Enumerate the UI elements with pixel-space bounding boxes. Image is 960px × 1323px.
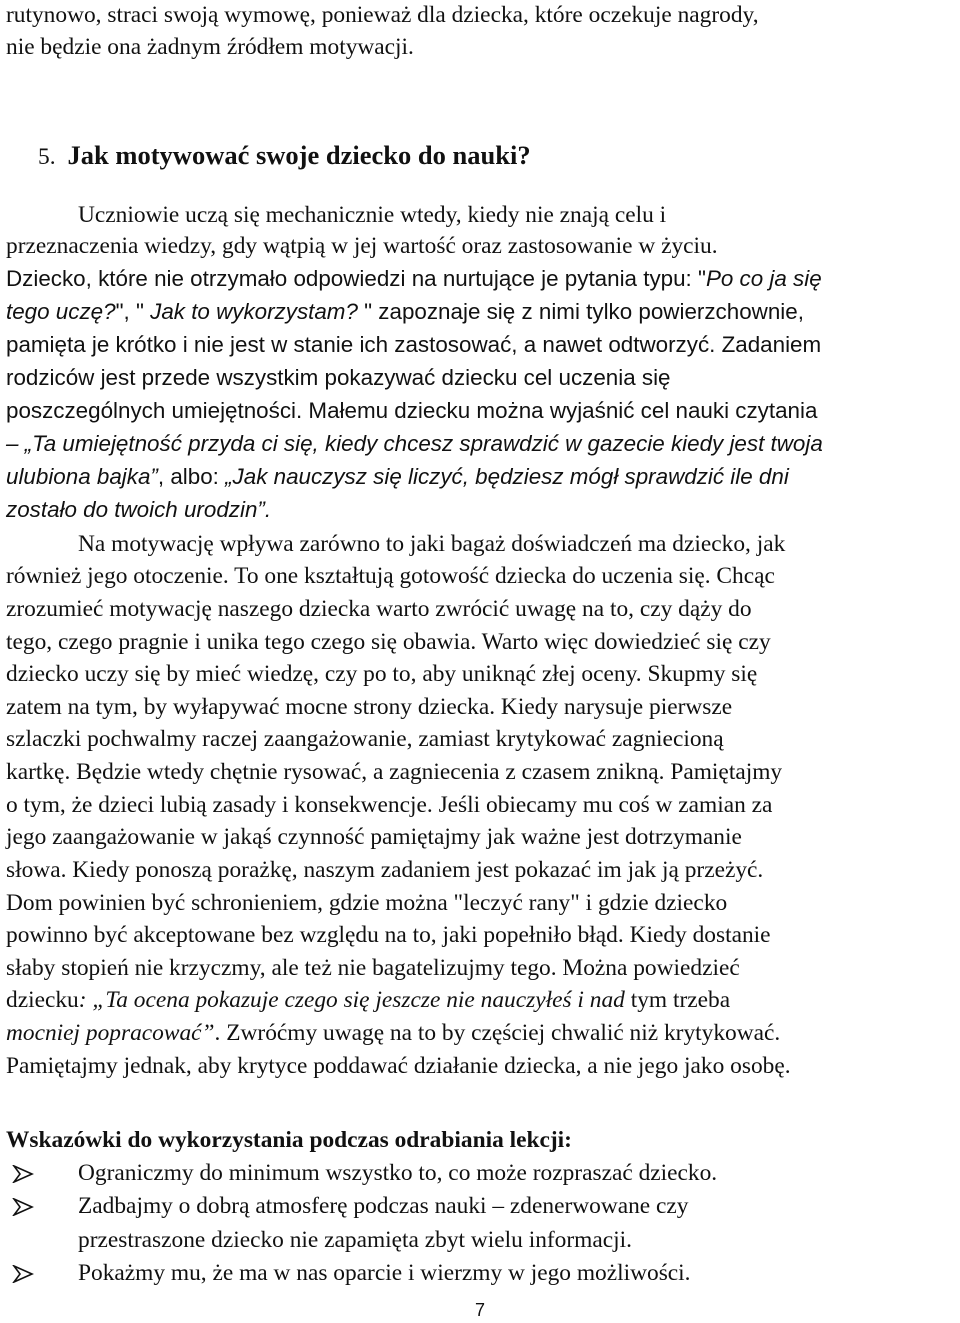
text-run: o tym, że dzieci lubią zasady i konsekwencje. Jeśli obiecamy mu coś w zamian za bbox=[6, 792, 773, 818]
text-run: również jego otoczenie. To one kształtują gotowość dziecka do uczenia się. Chcąc bbox=[6, 563, 775, 589]
text-line bbox=[6, 628, 960, 656]
section-number: 5. bbox=[38, 144, 56, 170]
arrow-bullet-icon bbox=[12, 1192, 52, 1220]
page-number: 7 bbox=[474, 1300, 485, 1320]
italic-run: : „Ta ocena pokazuje czego się jeszcze nie nauczyłeś i nad bbox=[78, 987, 625, 1013]
text-run: , albo: bbox=[157, 464, 226, 489]
italic-run: Po co ja się bbox=[705, 266, 822, 291]
text-run: tym trzeba bbox=[624, 987, 731, 1013]
text-line bbox=[6, 954, 960, 982]
text-run: pamięta je krótko i nie jest w stanie ich zastosować, a nawet odtworzyć. bbox=[6, 332, 716, 357]
text-line bbox=[6, 823, 960, 851]
text-run: jego zaangażowanie w jakąś czynność pamiętajmy jak ważne jest dotrzymanie bbox=[6, 824, 742, 850]
text-line bbox=[6, 791, 960, 819]
text-run: zatem na tym, by wyłapywać mocne strony dziecka. Kiedy narysuje pierwsze bbox=[6, 694, 733, 720]
text-line bbox=[6, 562, 960, 590]
text-line bbox=[6, 430, 960, 458]
arrow-bullet-icon bbox=[12, 1159, 52, 1187]
italic-run: „Jak nauczysz się liczyć, będziesz mógł sprawdzić ile dni bbox=[225, 464, 789, 489]
text-line bbox=[6, 496, 960, 524]
text-run: szlaczki pochwalmy raczej zaangażowanie, zamiast krytykować zagniecioną bbox=[6, 726, 724, 752]
italic-run: ulubiona bajka” bbox=[6, 464, 158, 489]
tips-heading-text: Wskazówki do wykorzystania podczas odrabiania lekcji: bbox=[6, 1127, 572, 1153]
tip-text: Zadbajmy o dobrą atmosferę podczas nauki – zdenerwowane czy bbox=[78, 1193, 689, 1219]
text-line bbox=[6, 397, 960, 425]
text-run: słaby stopień nie krzyczmy, ale też nie bagatelizujmy tego. Można powiedzieć bbox=[6, 955, 740, 981]
text-run: dziecku bbox=[6, 987, 79, 1013]
text-line bbox=[6, 232, 960, 260]
text-line bbox=[6, 921, 960, 949]
text-run: . Zwróćmy uwagę na to by częściej chwalić niż krytykować. bbox=[214, 1020, 781, 1046]
text-run: kartkę. Będzie wtedy chętnie rysować, a zagniecenia z czasem znikną. Pamiętajmy bbox=[6, 759, 783, 785]
text-line bbox=[6, 265, 960, 293]
text-line bbox=[6, 1, 960, 29]
text-run: zrozumieć motywację naszego dziecka warto zwrócić uwagę na to, czy dąży do bbox=[6, 596, 752, 622]
text-line bbox=[6, 889, 960, 917]
text-line bbox=[6, 331, 960, 359]
tip-text: Pokażmy mu, że ma w nas oparcie i wierzmy w jego możliwości. bbox=[78, 1260, 691, 1286]
text-run: dziecko uczy się by mieć wiedzę, czy po to, aby uniknąć złej oceny. Skupmy się bbox=[6, 661, 758, 687]
text-run: poszczególnych umiejętności. Małemu dziecku można wyjaśnić cel nauki czytania bbox=[6, 398, 818, 423]
tips-heading bbox=[6, 1126, 960, 1154]
italic-run: zostało do twoich urodzin”. bbox=[6, 497, 272, 522]
text-line bbox=[6, 463, 960, 491]
text-line bbox=[6, 364, 960, 392]
text-line bbox=[6, 693, 960, 721]
text-run: Pamiętajmy jednak, aby krytyce poddawać działanie dziecka, a nie jego jako osobę. bbox=[6, 1053, 791, 1079]
text-line bbox=[6, 725, 960, 753]
text-line bbox=[6, 660, 960, 688]
text-run: Dziecko, które nie otrzymało odpowiedzi na nurtujące je pytania typu: " bbox=[6, 266, 706, 291]
text-run: rodziców jest przede wszystkim pokazywać dziecku cel uczenia się bbox=[6, 365, 671, 390]
text-run: nie będzie ona żadnym źródłem motywacji. bbox=[6, 34, 414, 60]
arrow-bullet-icon bbox=[12, 1259, 52, 1287]
tip-item bbox=[78, 1192, 960, 1220]
tip-text: Ograniczmy do minimum wszystko to, co może rozpraszać dziecko. bbox=[78, 1160, 718, 1186]
tip-item bbox=[78, 1159, 960, 1187]
text-line bbox=[6, 1052, 960, 1080]
text-run: ", " bbox=[115, 299, 151, 324]
text-line bbox=[78, 530, 960, 558]
text-run: powinno być akceptowane bez względu na to, jaki popełniło błąd. Kiedy dostanie bbox=[6, 922, 771, 948]
text-run: Uczniowie uczą się mechanicznie wtedy, kiedy nie znają celu i bbox=[78, 202, 667, 228]
tip-text: przestraszone dziecko nie zapamięta zbyt wielu informacji. bbox=[78, 1227, 632, 1253]
tip-item bbox=[78, 1259, 960, 1287]
text-line bbox=[6, 1019, 960, 1047]
text-line bbox=[6, 986, 960, 1014]
text-line bbox=[6, 298, 960, 326]
italic-run: mocniej popracować” bbox=[6, 1020, 215, 1046]
italic-run: – „Ta umiejętność przyda ci się, kiedy chcesz sprawdzić w gazecie kiedy jest twoja bbox=[6, 431, 823, 456]
text-run: " zapoznaje się z nimi tylko powierzchownie, bbox=[357, 299, 804, 324]
text-line bbox=[6, 595, 960, 623]
text-line bbox=[78, 201, 960, 229]
text-run: Dom powinien być schronieniem, gdzie można "leczyć rany" i gdzie dziecko bbox=[6, 890, 728, 916]
text-line bbox=[6, 856, 960, 884]
text-run: Na motywację wpływa zarówno to jaki bagaż doświadczeń ma dziecko, jak bbox=[78, 531, 786, 557]
text-run: przeznaczenia wiedzy, gdy wątpią w jej wartość oraz zastosowanie w życiu. bbox=[6, 233, 718, 259]
tip-item-continuation bbox=[78, 1226, 960, 1254]
text-run: Zadaniem bbox=[715, 332, 822, 357]
section-heading bbox=[38, 141, 960, 169]
text-line bbox=[6, 33, 960, 61]
text-run: słowa. Kiedy ponoszą porażkę, naszym zadaniem jest pokazać im jak ją przeżyć. bbox=[6, 857, 764, 883]
text-run: tego, czego pragnie i unika tego czego się obawia. Warto więc dowiedzieć się czy bbox=[6, 629, 771, 655]
text-line bbox=[6, 758, 960, 786]
italic-run: tego uczę? bbox=[6, 299, 116, 324]
text-run: rutynowo, straci swoją wymowę, ponieważ dla dziecka, które oczekuje nagrody, bbox=[6, 2, 759, 28]
section-title: Jak motywować swoje dziecko do nauki? bbox=[67, 140, 531, 170]
italic-run: Jak to wykorzystam? bbox=[150, 299, 358, 324]
